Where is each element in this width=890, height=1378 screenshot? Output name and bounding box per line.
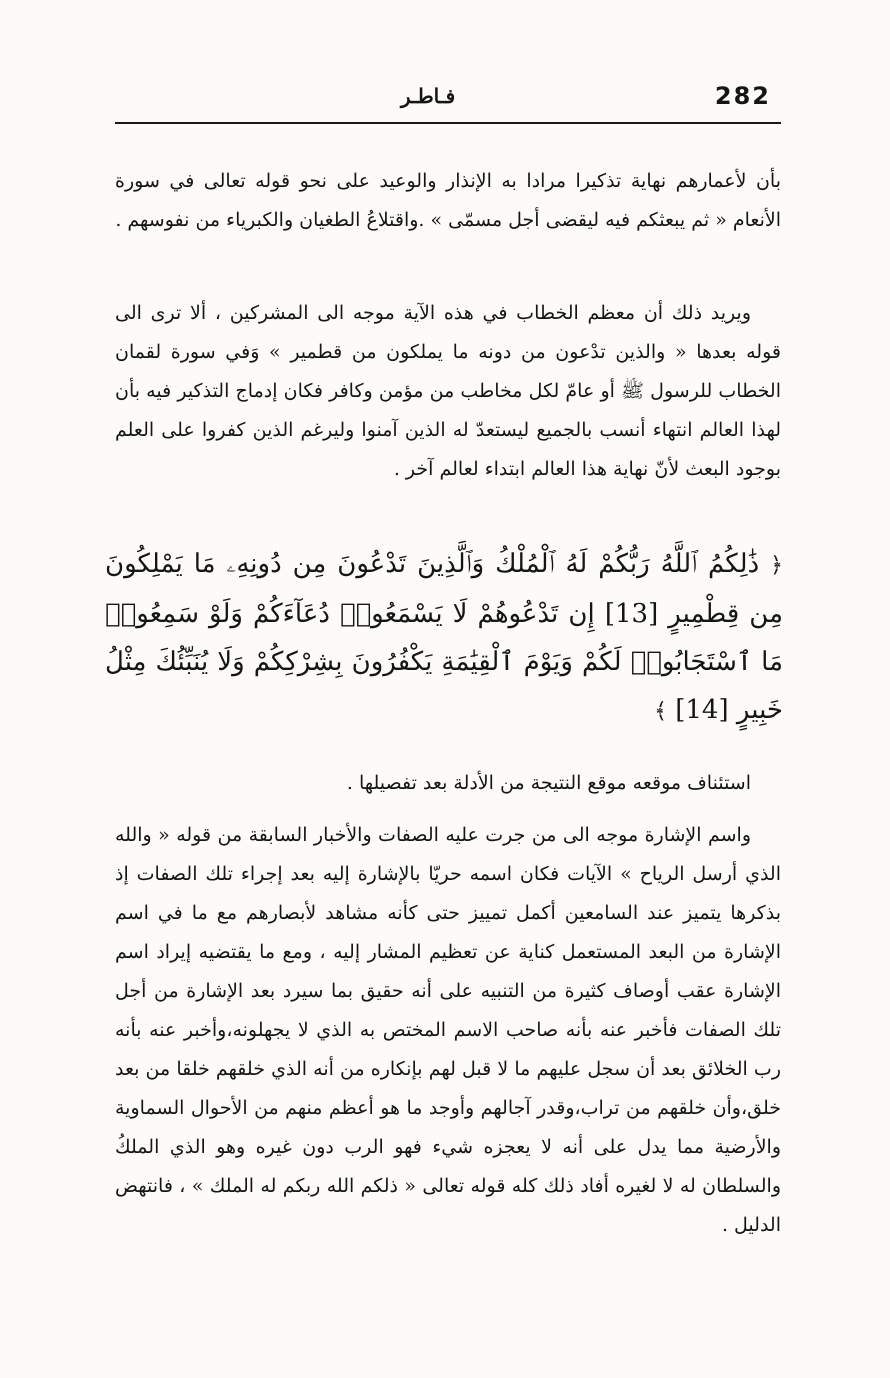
quran-verse-block [105,540,783,736]
verse-number-13: [13] [604,599,659,629]
paragraph-1: بأن لأعمارهم نهاية تذكيرا مرادا به الإنذار والوعيد على نحو قوله تعالى في سورة الأنعام « ثم يبعثكم فيه ليقضى أجل مسمّى » .واقتلاعُ الطغيان والكبرياء من نفوسهم . [115,170,781,231]
page-header [115,82,781,122]
running-head: فـاطـر [400,84,456,108]
header-rule [115,122,781,124]
verse-close-ornament: ﴾ [654,699,667,724]
verse-text-13: ذَٰلِكُمُ ٱللَّهُ رَبُّكُمْ لَهُ ٱلْمُلْكُ وَٱلَّذِينَ تَدْعُونَ مِن دُونِهِۦ مَا يَمْلِكُونَ مِن قِطْمِيرٍ [105,549,784,629]
verse-text-14: إِن تَدْعُوهُمْ لَا يَسْمَعُوا۟ دُعَآءَكُمْ وَلَوْ سَمِعُوا۟ مَا ٱسْتَجَابُوا۟ لَكُمْ وَيَوْمَ ٱلْقِيَٰمَةِ يَكْفُرُونَ بِشِرْكِكُمْ وَلَا يُنَبِّئُكَ مِثْلُ خَبِيرٍ [105,599,783,725]
paragraph-4: واسم الإشارة موجه الى من جرت عليه الصفات والأخبار السابقة من قوله « والله الذي أرسل الرياح » الآيات فكان اسمه حريّا بالإشارة إليه بعد إجراء تلك الصفات إذ بذكرها يتميز عند السامعين أكمل تمييز حتى كأنه مشاهد لأبصارهم مع ما في اسم الإشارة من البعد المستعمل كناية عن تعظيم المشار إليه ، ومع ما يقتضيه إيراد اسم الإشارة عقب أوصاف كثيرة من التنبيه على أنه حقيق بما سيرد بعد الإشارة من أجل تلك الصفات فأخبر عنه بأنه صاحب الاسم المختص به الذي لا يجهلونه،وأخبر عنه بأنه رب الخلائق بعد أن سجل عليهم ما لا قبل لهم بإنكاره من أنه الذي خلقهم خلقا من بعد خلق،وأن خلقهم من تراب،وقدر آجالهم وأوجد ما هو أعظم منهم من الأحوال السماوية والأرضية مما يدل على أنه لا يعجزه شيء فهو الرب دون غيره وهو الذي الملكُ والسلطان له لا لغيره أفاد ذلك كله قوله تعالى « ذلكم الله ربكم له الملك » ، فانتهض الدليل . [115,824,781,1236]
page-number: 282 [714,82,771,110]
verse-open-ornament: ﴿ [770,553,783,578]
verse-number-14: [14] [675,695,729,725]
paragraph-3: استئناف موقعه موقع النتيجة من الأدلة بعد تفصيلها . [346,772,751,794]
paragraph-2: ويريد ذلك أن معظم الخطاب في هذه الآية موجه الى المشركين ، ألا ترى الى قوله بعدها « والذين تدْعون من دونه ما يملكون من قطمير » وَفي سورة لقمان الخطاب للرسول ﷺ أو عامّ لكل مخاطب من مؤمن وكافر فكان إدماج التذكير فيه بأن لهذا العالم انتهاء أنسب بالجميع ليستعدّ له الذين آمنوا وليرغم الذين كفروا على العلم بوجود البعث لأنّ نهاية هذا العالم ابتداء لعالم آخر . [115,302,781,480]
